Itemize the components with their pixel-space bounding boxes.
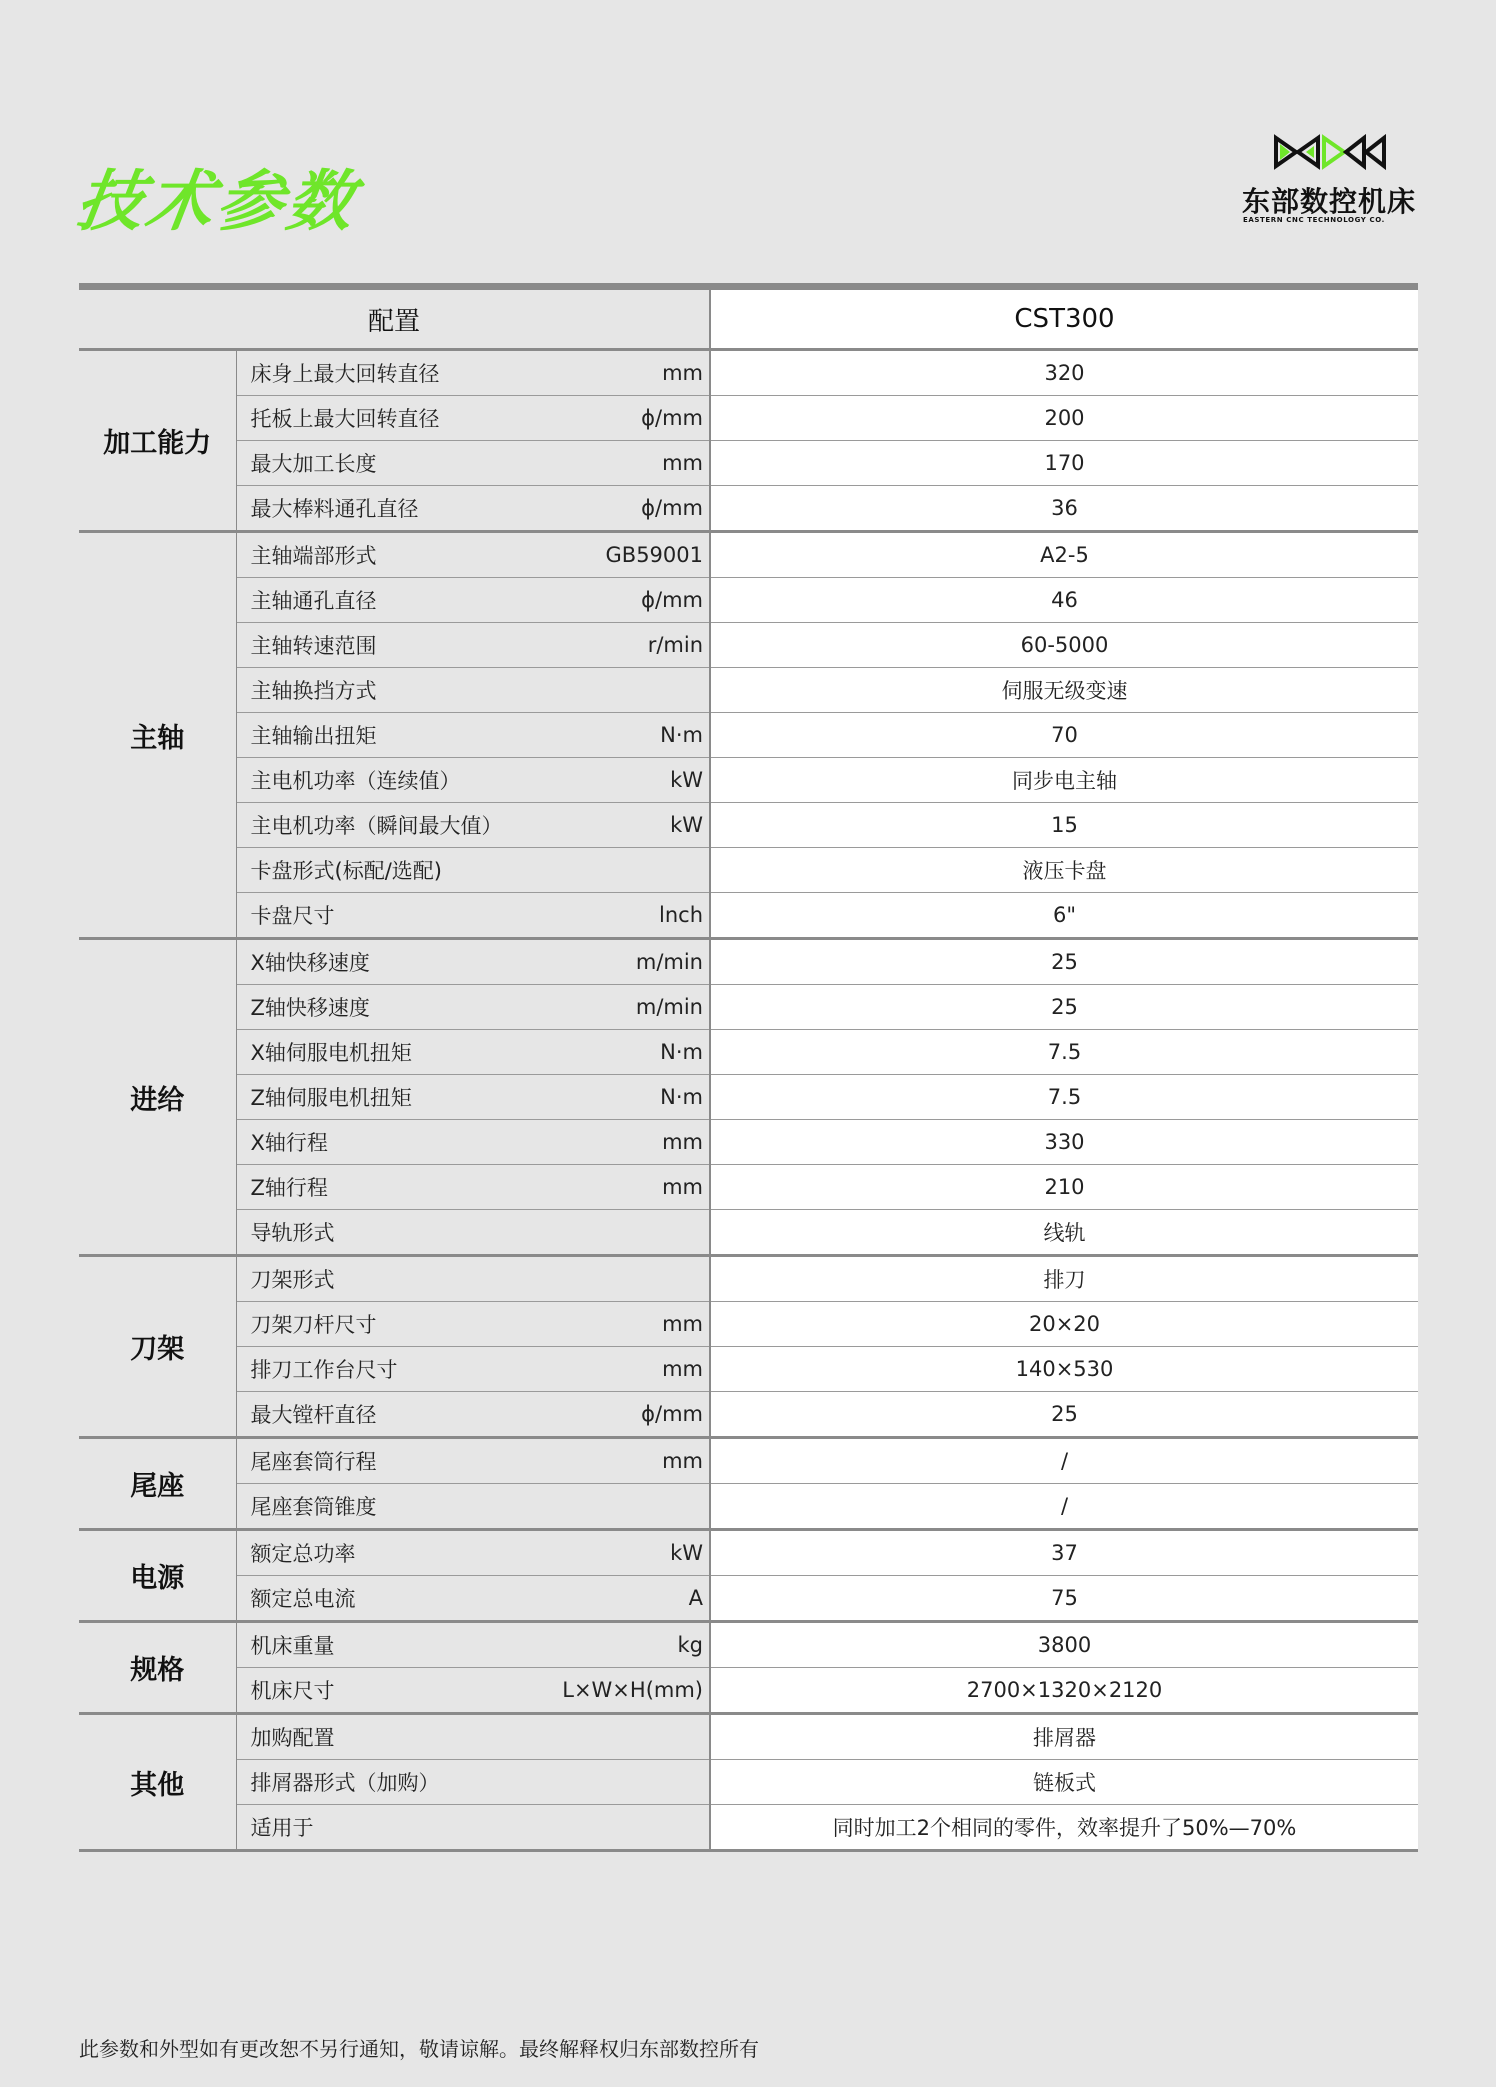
page-title: 技术参数 [71,163,363,240]
spec-table-body [79,350,1418,1851]
spec-item-label: 尾座套筒行程 [236,1438,536,1484]
category-label: 电源 [79,1530,236,1622]
spec-value: 15 [710,803,1418,848]
spec-item-label: X轴快移速度 [236,939,536,985]
spec-unit: kW [536,1530,710,1576]
table-row [79,893,1418,939]
spec-item-label: 最大镗杆直径 [236,1392,536,1438]
spec-unit [536,848,710,893]
spec-value: 36 [710,486,1418,532]
logo-company-name-en: EASTERN CNC TECHNOLOGY CO. [1243,216,1385,224]
table-row [79,1805,1418,1851]
spec-value: 330 [710,1120,1418,1165]
table-row [79,1120,1418,1165]
spec-value: 液压卡盘 [710,848,1418,893]
spec-value: 37 [710,1530,1418,1576]
category-label: 刀架 [79,1256,236,1438]
spec-value: 75 [710,1576,1418,1622]
table-row [79,1302,1418,1347]
table-row [79,532,1418,578]
spec-unit [536,1805,710,1851]
spec-value: 伺服无级变速 [710,668,1418,713]
spec-unit: kW [536,803,710,848]
logo-mark-icon [1274,134,1386,174]
spec-item-label: 排屑器形式（加购） [236,1760,536,1805]
spec-unit: mm [536,1438,710,1484]
spec-value: 2700×1320×2120 [710,1668,1418,1714]
spec-value: 链板式 [710,1760,1418,1805]
spec-value: 46 [710,578,1418,623]
spec-item-label: 机床重量 [236,1622,536,1668]
spec-item-label: 托板上最大回转直径 [236,396,536,441]
table-row [79,1347,1418,1392]
table-row [79,985,1418,1030]
table-row [79,1256,1418,1302]
spec-item-label: 主电机功率（连续值） [236,758,536,803]
spec-value: 200 [710,396,1418,441]
spec-unit: GB59001 [536,532,710,578]
company-logo [1238,128,1420,228]
spec-item-label: 刀架形式 [236,1256,536,1302]
spec-item-label: 主轴输出扭矩 [236,713,536,758]
spec-value: 7.5 [710,1075,1418,1120]
spec-item-label: 床身上最大回转直径 [236,350,536,396]
spec-unit: L×W×H(mm) [536,1668,710,1714]
spec-item-label: 额定总功率 [236,1530,536,1576]
spec-value: 25 [710,939,1418,985]
table-row [79,668,1418,713]
spec-value: 60-5000 [710,623,1418,668]
table-row [79,578,1418,623]
spec-unit: mm [536,1347,710,1392]
model-header: CST300 [710,287,1418,350]
table-row [79,1622,1418,1668]
table-row [79,350,1418,396]
spec-unit: kg [536,1622,710,1668]
spec-item-label: 卡盘尺寸 [236,893,536,939]
table-row [79,486,1418,532]
spec-value: 25 [710,1392,1418,1438]
table-row [79,1484,1418,1530]
spec-value: 6" [710,893,1418,939]
spec-item-label: 额定总电流 [236,1576,536,1622]
spec-unit: lnch [536,893,710,939]
spec-unit: mm [536,441,710,486]
table-row [79,1760,1418,1805]
config-header: 配置 [79,287,710,350]
spec-unit: mm [536,1120,710,1165]
table-row [79,1530,1418,1576]
table-row [79,803,1418,848]
spec-value: 210 [710,1165,1418,1210]
spec-item-label: 最大加工长度 [236,441,536,486]
spec-unit: m/min [536,939,710,985]
table-row [79,1030,1418,1075]
spec-item-label: Z轴伺服电机扭矩 [236,1075,536,1120]
spec-unit: ϕ/mm [536,1392,710,1438]
spec-value: 3800 [710,1622,1418,1668]
spec-value: 同步电主轴 [710,758,1418,803]
spec-item-label: 主轴换挡方式 [236,668,536,713]
table-row [79,713,1418,758]
spec-unit: mm [536,350,710,396]
spec-value: 320 [710,350,1418,396]
spec-value: 排刀 [710,1256,1418,1302]
spec-unit: A [536,1576,710,1622]
spec-item-label: 主轴通孔直径 [236,578,536,623]
spec-item-label: Z轴行程 [236,1165,536,1210]
spec-unit [536,1760,710,1805]
spec-unit: r/min [536,623,710,668]
spec-unit [536,1484,710,1530]
spec-item-label: 导轨形式 [236,1210,536,1256]
table-row [79,848,1418,893]
spec-value: 25 [710,985,1418,1030]
spec-unit: N·m [536,1030,710,1075]
spec-item-label: 主轴端部形式 [236,532,536,578]
table-row [79,758,1418,803]
spec-unit: kW [536,758,710,803]
spec-unit: ϕ/mm [536,578,710,623]
spec-unit [536,1210,710,1256]
table-row [79,1576,1418,1622]
spec-value: / [710,1484,1418,1530]
table-row [79,1668,1418,1714]
spec-value: 线轨 [710,1210,1418,1256]
spec-unit [536,1256,710,1302]
spec-item-label: 主电机功率（瞬间最大值） [236,803,536,848]
table-row [79,1714,1418,1760]
spec-unit [536,668,710,713]
table-row [79,939,1418,985]
spec-item-label: 尾座套筒锥度 [236,1484,536,1530]
spec-unit [536,1714,710,1760]
spec-value: 同时加工2个相同的零件，效率提升了50%—70% [710,1805,1418,1851]
spec-unit: ϕ/mm [536,396,710,441]
spec-value: A2-5 [710,532,1418,578]
table-row [79,396,1418,441]
spec-unit: ϕ/mm [536,486,710,532]
spec-unit: mm [536,1302,710,1347]
footer-disclaimer: 此参数和外型如有更改恕不另行通知，敬请谅解。最终解释权归东部数控所有 [79,2037,759,2061]
category-label: 规格 [79,1622,236,1714]
spec-value: 170 [710,441,1418,486]
table-row [79,623,1418,668]
category-label: 加工能力 [79,350,236,532]
category-label: 尾座 [79,1438,236,1530]
spec-unit: mm [536,1165,710,1210]
category-label: 其他 [79,1714,236,1851]
category-label: 主轴 [79,532,236,939]
spec-table [79,283,1418,1852]
spec-unit: N·m [536,1075,710,1120]
spec-item-label: 适用于 [236,1805,536,1851]
spec-item-label: 最大棒料通孔直径 [236,486,536,532]
table-row [79,1165,1418,1210]
spec-item-label: Z轴快移速度 [236,985,536,1030]
spec-unit: N·m [536,713,710,758]
spec-item-label: 刀架刀杆尺寸 [236,1302,536,1347]
spec-value: 70 [710,713,1418,758]
spec-item-label: 排刀工作台尺寸 [236,1347,536,1392]
spec-item-label: 机床尺寸 [236,1668,536,1714]
table-row [79,1210,1418,1256]
spec-unit: m/min [536,985,710,1030]
table-row [79,1392,1418,1438]
table-row [79,1075,1418,1120]
spec-value: 140×530 [710,1347,1418,1392]
table-row [79,1438,1418,1484]
spec-item-label: X轴行程 [236,1120,536,1165]
logo-company-name: 东部数控机床 [1242,185,1417,218]
spec-item-label: X轴伺服电机扭矩 [236,1030,536,1075]
spec-value: / [710,1438,1418,1484]
category-label: 进给 [79,939,236,1256]
table-row [79,441,1418,486]
spec-value: 7.5 [710,1030,1418,1075]
spec-value: 排屑器 [710,1714,1418,1760]
spec-item-label: 主轴转速范围 [236,623,536,668]
spec-item-label: 卡盘形式(标配/选配) [236,848,536,893]
spec-value: 20×20 [710,1302,1418,1347]
spec-item-label: 加购配置 [236,1714,536,1760]
